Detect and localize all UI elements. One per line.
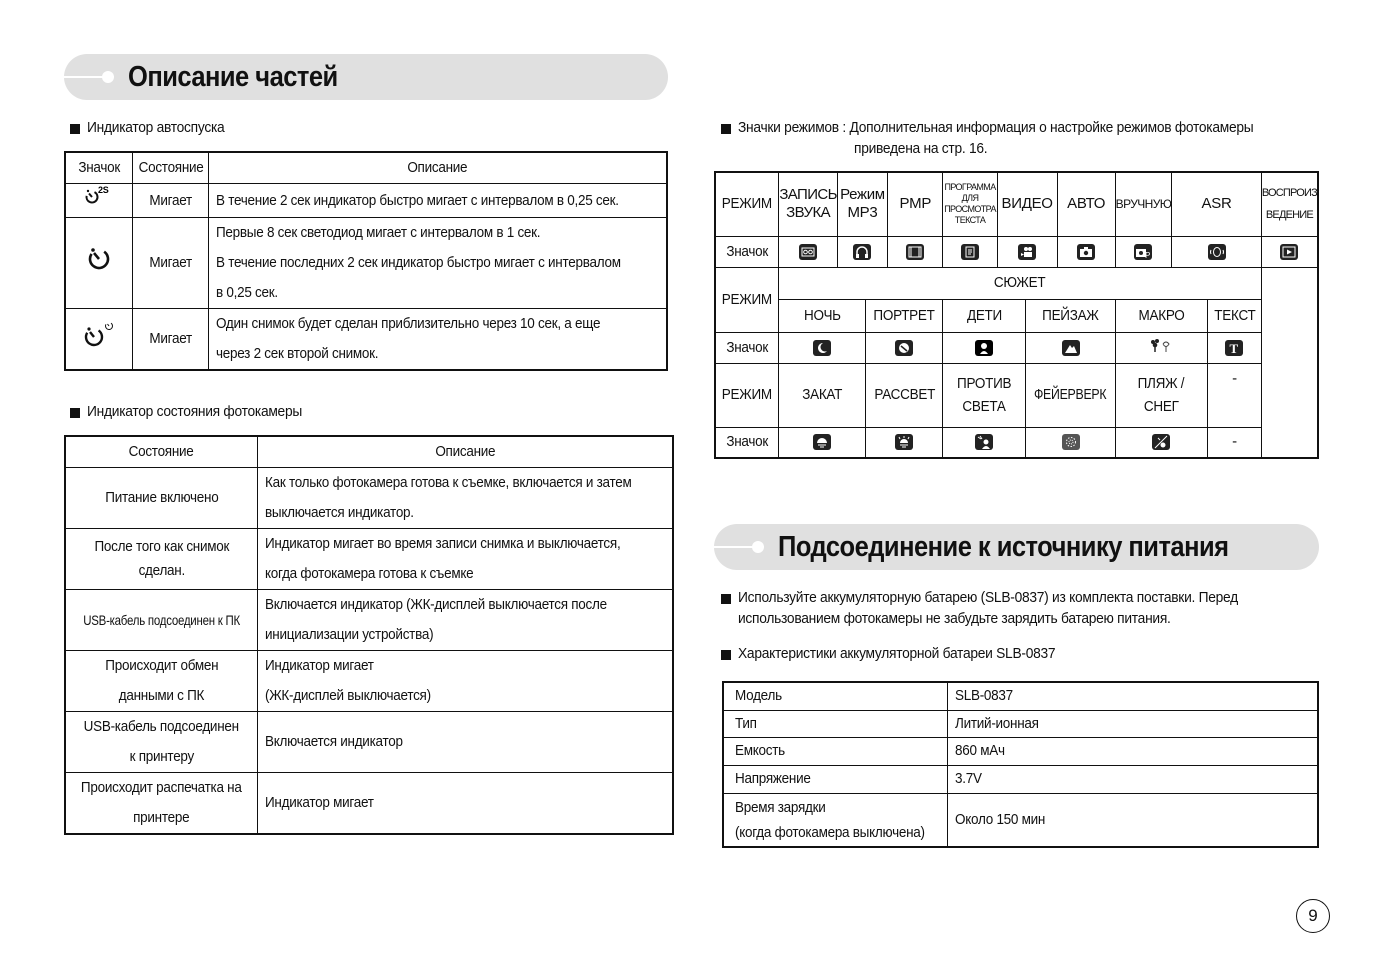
- header-icon: Значок: [65, 152, 133, 184]
- page-number: 9: [1296, 899, 1330, 933]
- table-row: Емкость 860 мАч: [723, 737, 1318, 765]
- section-title: Подсоединение к источнику питания: [778, 530, 1229, 563]
- section-header-parts: [64, 54, 668, 100]
- mode-icons-table: РЕЖИМ ЗАПИСЬ ЗВУКА Режим MP3 PMP ПРОГРАММА ДЛЯ ПРОСМОТРА ТЕКСТА ВИДЕО АВТО ВРУЧНУЮ ASR ВОСПРОИЗ ВЕДЕНИЕ Значок P РЕЖИМ СЮЖЕТ НОЧЬ ПОРТРЕТ ДЕТИ ПЕЙЗАЖ МАКРО ТЕКСТ Значок T РЕЖИМ ЗАКАТ РАССВЕТ ПРОТИВ СВЕТА ФЕЙЕРВЕРК ПЛЯЖ / СНЕГ - Значок -: [714, 171, 1319, 459]
- camera-auto-icon: [1057, 236, 1115, 267]
- beach-snow-icon: [1115, 427, 1207, 458]
- bullet-square-icon: [721, 650, 731, 660]
- table-row: 2S Мигает В течение 2 сек индикатор быстро мигает с интервалом в 0,25 сек.: [65, 184, 667, 218]
- scene-sunset: ЗАКАТ: [779, 363, 866, 427]
- header-dot-decoration: [102, 71, 114, 83]
- table-row: Тип Литий-ионная: [723, 710, 1318, 737]
- bullet-square-icon: [70, 124, 80, 134]
- mode-auto: АВТО: [1057, 172, 1115, 236]
- timer-10s-icon: [65, 218, 133, 309]
- backlight-icon: [943, 427, 1026, 458]
- night-icon: [779, 332, 866, 363]
- film-icon: [888, 236, 943, 267]
- self-timer-table: [64, 151, 668, 371]
- landscape-icon: [1026, 332, 1115, 363]
- table-row: Питание включено Как только фотокамера готова к съемке, включается и затем выключается индикатор.: [65, 468, 673, 529]
- scene-icon-row: Значок T: [715, 332, 1318, 363]
- scene-beach-snow: ПЛЯЖ / СНЕГ: [1115, 363, 1207, 427]
- header-dot-decoration: [752, 541, 764, 553]
- scene-text: ТЕКСТ: [1208, 299, 1262, 332]
- section-header-power: [714, 524, 1319, 570]
- mode-pmp: PMP: [888, 172, 943, 236]
- camera-program-icon: [1115, 236, 1172, 267]
- mode-asr: ASR: [1172, 172, 1262, 236]
- section-title: Описание частей: [128, 60, 338, 93]
- table-row: USB-кабель подсоединен к ПК Включается индикатор (ЖК-дисплей выключается после инициализации устройства): [65, 590, 673, 651]
- bullet-mode-icons: Значки режимов : Дополнительная информация о настройке режимов фотокамеры приведена на стр. 16.: [721, 120, 1298, 161]
- mode-video: ВИДЕО: [997, 172, 1057, 236]
- scene-dawn: РАССВЕТ: [866, 363, 943, 427]
- table-row: Модель SLB-0837: [723, 682, 1318, 710]
- scene-label: СЮЖЕТ: [779, 267, 1261, 299]
- bullet-battery-specs: Характеристики аккумуляторной батареи SLB-0837: [721, 646, 1083, 666]
- mode-text-viewer: ПРОГРАММА ДЛЯ ПРОСМОТРА ТЕКСТА: [943, 172, 997, 236]
- bullet-self-timer: Индикатор автоспуска: [70, 120, 236, 140]
- header-state: Состояние: [65, 436, 258, 468]
- scene-icon-row: Значок -: [715, 427, 1318, 458]
- header-state: Состояние: [133, 152, 209, 184]
- mode-voice-record: ЗАПИСЬ ЗВУКА: [779, 172, 838, 236]
- fireworks-icon: [1026, 427, 1115, 458]
- table-row: Мигает Один снимок будет сделан приблизительно через 10 сек, а еще через 2 сек второй снимок.: [65, 309, 667, 371]
- voice-record-icon: [779, 236, 838, 267]
- header-line-decoration: [64, 76, 104, 78]
- camera-status-table: [64, 435, 674, 835]
- scene-landscape: ПЕЙЗАЖ: [1026, 299, 1115, 332]
- scene-night: НОЧЬ: [779, 299, 866, 332]
- scene-empty: -: [1208, 363, 1262, 427]
- scene-macro: МАКРО: [1115, 299, 1207, 332]
- asr-hand-icon: [1172, 236, 1262, 267]
- mode-playback: ВОСПРОИЗ ВЕДЕНИЕ: [1261, 172, 1318, 236]
- scene-portrait: ПОРТРЕТ: [866, 299, 943, 332]
- bullet-battery-use: Используйте аккумуляторную батарею (SLB-0837) из комплекта поставки. Перед использованием фотокамеры не забудьте зарядить батарею питания.: [721, 590, 1281, 631]
- timer-2s-icon: [65, 184, 133, 218]
- mode-label-row: РЕЖИМ ЗАПИСЬ ЗВУКА Режим MP3 PMP ПРОГРАММА ДЛЯ ПРОСМОТРА ТЕКСТА ВИДЕО АВТО ВРУЧНУЮ ASR ВОСПРОИЗ ВЕДЕНИЕ: [715, 172, 1318, 236]
- header-line-decoration: [714, 546, 754, 548]
- table-row: После того как снимок сделан. Индикатор мигает во время записи снимка и выключается, когда фотокамера готова к съемке: [65, 529, 673, 590]
- mode-icon-row: Значок P: [715, 236, 1318, 267]
- mode-manual: ВРУЧНУЮ: [1115, 172, 1172, 236]
- table-row: Напряжение 3.7V: [723, 765, 1318, 793]
- children-icon: [943, 332, 1026, 363]
- table-row: Происходит распечатка на принтере Индикатор мигает: [65, 773, 673, 835]
- text-viewer-icon: [943, 236, 997, 267]
- mode-mp3: Режим MP3: [837, 172, 887, 236]
- table-row: Мигает Первые 8 сек светодиод мигает с интервалом в 1 сек. В течение последних 2 сек индикатор быстро мигает с интервалом в 0,25 сек.: [65, 218, 667, 309]
- macro-flower-icon: [1115, 332, 1207, 363]
- sunset-icon: [779, 427, 866, 458]
- svg-text:2S: 2S: [98, 185, 109, 195]
- bullet-square-icon: [70, 408, 80, 418]
- portrait-icon: [866, 332, 943, 363]
- text-t-icon: [1208, 332, 1262, 363]
- header-description: Описание: [209, 152, 667, 184]
- scene-fireworks: ФЕЙЕРВЕРК: [1026, 363, 1115, 427]
- svg-text:P: P: [1145, 250, 1151, 260]
- play-icon: [1261, 236, 1318, 267]
- bullet-square-icon: [721, 594, 731, 604]
- movie-camera-icon: [997, 236, 1057, 267]
- bullet-square-icon: [721, 124, 731, 134]
- scene-label-row: РЕЖИМ ЗАКАТ РАССВЕТ ПРОТИВ СВЕТА ФЕЙЕРВЕРК ПЛЯЖ / СНЕГ -: [715, 363, 1318, 427]
- headphones-icon: [837, 236, 887, 267]
- table-row: Происходит обмен данными с ПК Индикатор мигает (ЖК-дисплей выключается): [65, 651, 673, 712]
- svg-text:T: T: [1229, 340, 1239, 356]
- dawn-icon: [866, 427, 943, 458]
- table-row: USB-кабель подсоединен к принтеру Включается индикатор: [65, 712, 673, 773]
- bullet-camera-status: Индикатор состояния фотокамеры: [70, 404, 321, 424]
- scene-backlight: ПРОТИВ СВЕТА: [943, 363, 1026, 427]
- icon-empty: -: [1208, 427, 1262, 458]
- battery-spec-table: [722, 681, 1319, 848]
- scene-children: ДЕТИ: [943, 299, 1026, 332]
- scene-label-row: [715, 299, 1318, 332]
- timer-double-icon: [65, 309, 133, 371]
- table-row: Время зарядки (когда фотокамера выключена) Около 150 мин: [723, 793, 1318, 847]
- header-description: Описание: [258, 436, 674, 468]
